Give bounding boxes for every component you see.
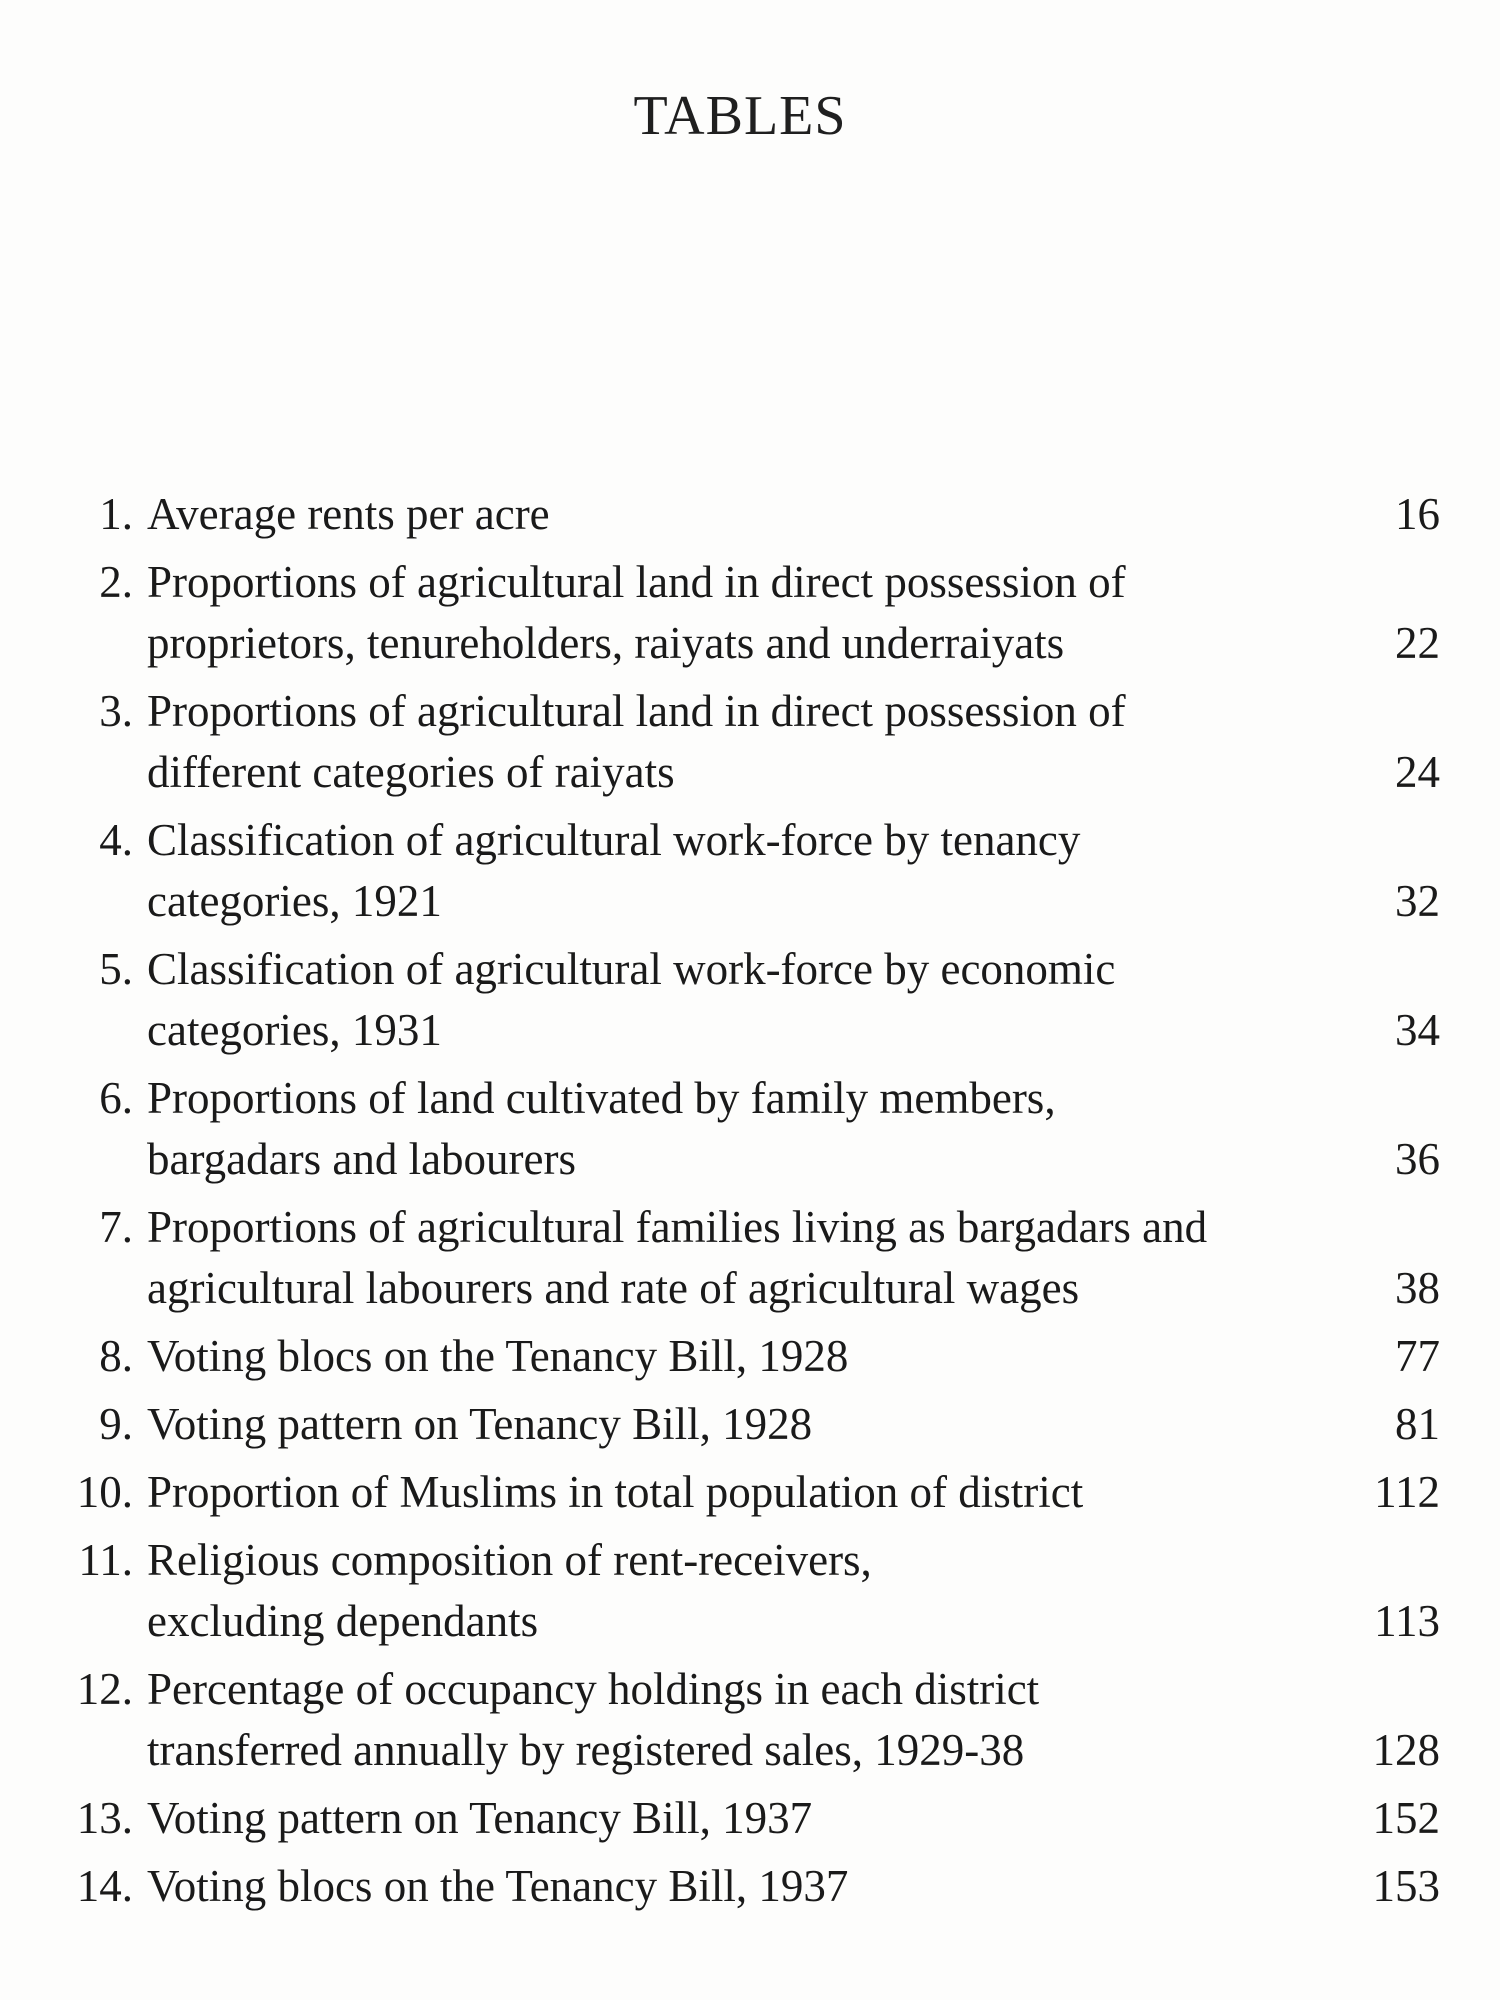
- entry-number: 14.: [76, 1861, 133, 1911]
- entry-page-number: 152: [1372, 1793, 1440, 1843]
- entry-number: 10.: [76, 1467, 133, 1517]
- entry-title: [147, 1326, 1310, 1387]
- table-entry: [40, 1068, 1440, 1190]
- entry-number: 9.: [99, 1399, 133, 1449]
- entry-title: [147, 1462, 1310, 1523]
- entry-title: [147, 484, 1310, 545]
- entry-page-number: 112: [1374, 1467, 1440, 1517]
- entry-page-number: 153: [1372, 1861, 1440, 1911]
- entry-title-line: Voting blocs on the Tenancy Bill, 1928: [147, 1331, 849, 1381]
- table-entry: [40, 1530, 1440, 1652]
- entry-page-number: 77: [1395, 1331, 1440, 1381]
- table-entry: [40, 552, 1440, 674]
- entry-title-line: Proportions of land cultivated by family members,: [147, 1073, 1056, 1123]
- table-entry: [40, 1326, 1440, 1387]
- entry-title-line: Classification of agricultural work-force by economic: [147, 944, 1116, 994]
- entry-title-line: transferred annually by registered sales, 1929-38: [147, 1725, 1025, 1775]
- entry-title: [147, 681, 1310, 803]
- entry-title: [147, 1788, 1310, 1849]
- entry-page-number: 24: [1395, 747, 1440, 797]
- table-entry: [40, 1197, 1440, 1319]
- table-entry: [40, 1462, 1440, 1523]
- table-entry: [40, 1788, 1440, 1849]
- entry-number: 1.: [99, 489, 133, 539]
- entry-page-number: 34: [1395, 1005, 1440, 1055]
- entry-page-number: 22: [1395, 618, 1440, 668]
- table-entry: [40, 1856, 1440, 1917]
- entry-title: [147, 1068, 1310, 1190]
- entry-title-line: Classification of agricultural work-force by tenancy: [147, 815, 1081, 865]
- entry-title: [147, 1856, 1310, 1917]
- entry-number: 7.: [99, 1202, 133, 1252]
- entry-page-number: 81: [1395, 1399, 1440, 1449]
- entry-number: 4.: [99, 815, 133, 865]
- entry-title-line: agricultural labourers and rate of agricultural wages: [147, 1263, 1080, 1313]
- entry-number: 13.: [76, 1793, 133, 1843]
- entry-title-line: bargadars and labourers: [147, 1134, 576, 1184]
- entry-title: [147, 1530, 1310, 1652]
- entry-title: [147, 939, 1310, 1061]
- entry-title: [147, 552, 1310, 674]
- entry-title-line: Voting pattern on Tenancy Bill, 1928: [147, 1399, 813, 1449]
- entry-title: [147, 1394, 1310, 1455]
- entry-number: 12.: [76, 1664, 133, 1714]
- entry-title-line: Proportion of Muslims in total population of district: [147, 1467, 1084, 1517]
- table-entry: [40, 681, 1440, 803]
- entry-title-line: Average rents per acre: [147, 489, 550, 539]
- table-entry: [40, 939, 1440, 1061]
- table-entry: [40, 1659, 1440, 1781]
- entry-page-number: 128: [1372, 1725, 1440, 1775]
- entry-title-line: Voting blocs on the Tenancy Bill, 1937: [147, 1861, 849, 1911]
- entry-page-number: 32: [1395, 876, 1440, 926]
- entry-number: 3.: [99, 686, 133, 736]
- entry-number: 11.: [78, 1535, 133, 1585]
- entry-number: 2.: [99, 557, 133, 607]
- entry-page-number: 38: [1395, 1263, 1440, 1313]
- entry-page-number: 16: [1395, 489, 1440, 539]
- entry-title-line: Proportions of agricultural land in direct possession of: [147, 557, 1126, 607]
- entry-page-number: 36: [1395, 1134, 1440, 1184]
- table-list: [40, 484, 1440, 1924]
- entry-title: [147, 1197, 1310, 1319]
- entry-page-number: 113: [1374, 1596, 1440, 1646]
- entry-number: 5.: [99, 944, 133, 994]
- table-entry: [40, 484, 1440, 545]
- table-entry: [40, 1394, 1440, 1455]
- entry-number: 6.: [99, 1073, 133, 1123]
- entry-title-line: Proportions of agricultural families living as bargadars and: [147, 1202, 1208, 1252]
- entry-title-line: different categories of raiyats: [147, 747, 675, 797]
- entry-number: 8.: [99, 1331, 133, 1381]
- entry-title-line: categories, 1931: [147, 1005, 442, 1055]
- entry-title-line: Percentage of occupancy holdings in each district: [147, 1664, 1040, 1714]
- table-entry: [40, 810, 1440, 932]
- entry-title-line: excluding dependants: [147, 1596, 539, 1646]
- entry-title-line: proprietors, tenureholders, raiyats and underraiyats: [147, 618, 1065, 668]
- entry-title: [147, 810, 1310, 932]
- entry-title-line: Proportions of agricultural land in direct possession of: [147, 686, 1126, 736]
- entry-title-line: Religious composition of rent-receivers,: [147, 1535, 872, 1585]
- entry-title: [147, 1659, 1310, 1781]
- entry-title-line: Voting pattern on Tenancy Bill, 1937: [147, 1793, 813, 1843]
- entry-title-line: categories, 1921: [147, 876, 442, 926]
- page-title: TABLES: [633, 85, 847, 147]
